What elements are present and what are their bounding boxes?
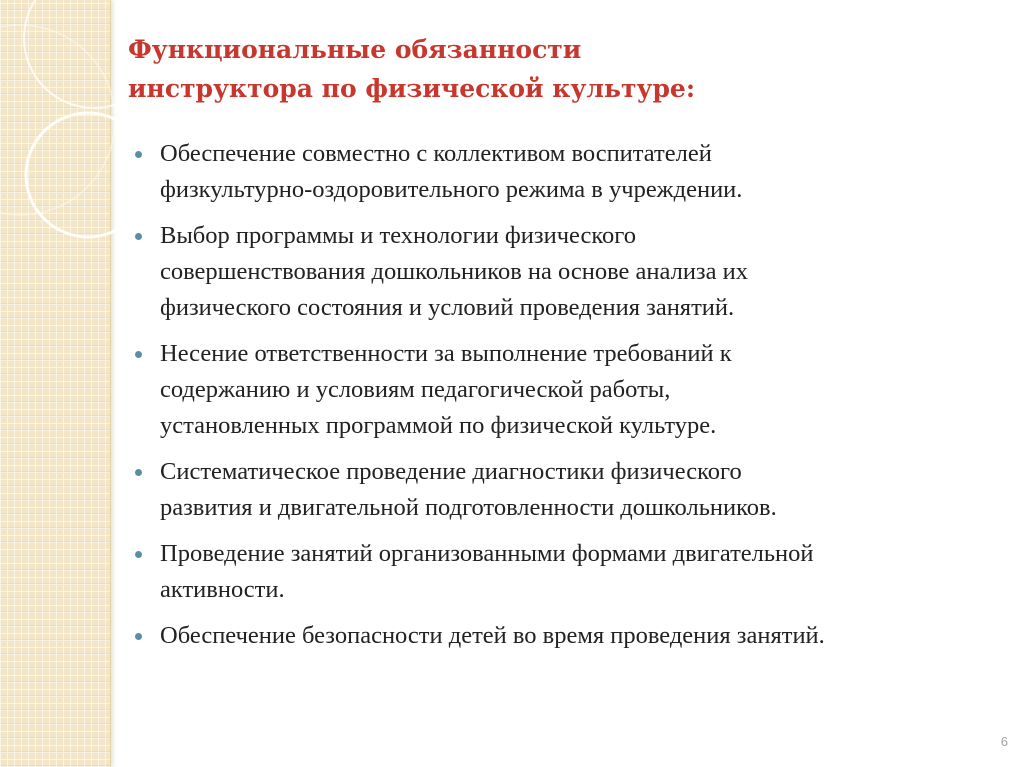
slide-title bbox=[128, 30, 988, 108]
bullet-icon bbox=[135, 469, 142, 476]
list-item-text bbox=[160, 618, 1014, 654]
list-item-text bbox=[160, 536, 1014, 608]
list-item-line: Обеспечение совместно с коллективом воспитателей bbox=[160, 140, 712, 167]
bullet-icon bbox=[135, 633, 142, 640]
list-item-line: совершенствования дошкольников на основе анализа их bbox=[160, 258, 748, 285]
list-item-line: активности. bbox=[160, 576, 285, 603]
list-item-line: Выбор программы и технологии физического bbox=[160, 222, 636, 249]
list-item-line: физкультурно-оздоровительного режима в учреждении. bbox=[160, 176, 743, 203]
list-item-text bbox=[160, 218, 1014, 326]
list-item-line: Обеспечение безопасности детей во время проведения занятий. bbox=[160, 622, 825, 649]
list-item bbox=[134, 454, 1014, 526]
list-item-text bbox=[160, 336, 1014, 444]
page-number: 6 bbox=[1000, 734, 1008, 749]
slide-title-line: Функциональные обязанности bbox=[128, 35, 582, 64]
slide-title-line: инструктора по физической культуре: bbox=[128, 74, 696, 103]
list-item-line: Проведение занятий организованными формами двигательной bbox=[160, 540, 814, 567]
list-item-line: развития и двигательной подготовленности дошкольников. bbox=[160, 494, 777, 521]
list-item-text bbox=[160, 454, 1014, 526]
duties-list bbox=[134, 136, 1014, 664]
bullet-icon bbox=[135, 351, 142, 358]
decorative-circles bbox=[0, 0, 130, 300]
list-item bbox=[134, 618, 1014, 654]
list-item bbox=[134, 536, 1014, 608]
list-item-line: установленных программой по физической культуре. bbox=[160, 412, 717, 439]
bullet-icon bbox=[135, 551, 142, 558]
list-item-line: Систематическое проведение диагностики физического bbox=[160, 458, 742, 485]
list-item bbox=[134, 336, 1014, 444]
bullet-icon bbox=[135, 151, 142, 158]
list-item bbox=[134, 218, 1014, 326]
list-item-line: содержанию и условиям педагогической работы, bbox=[160, 376, 671, 403]
bullet-icon bbox=[135, 233, 142, 240]
list-item-text bbox=[160, 136, 1014, 208]
list-item-line: Несение ответственности за выполнение требований к bbox=[160, 340, 732, 367]
list-item-line: физического состояния и условий проведения занятий. bbox=[160, 294, 735, 321]
list-item bbox=[134, 136, 1014, 208]
